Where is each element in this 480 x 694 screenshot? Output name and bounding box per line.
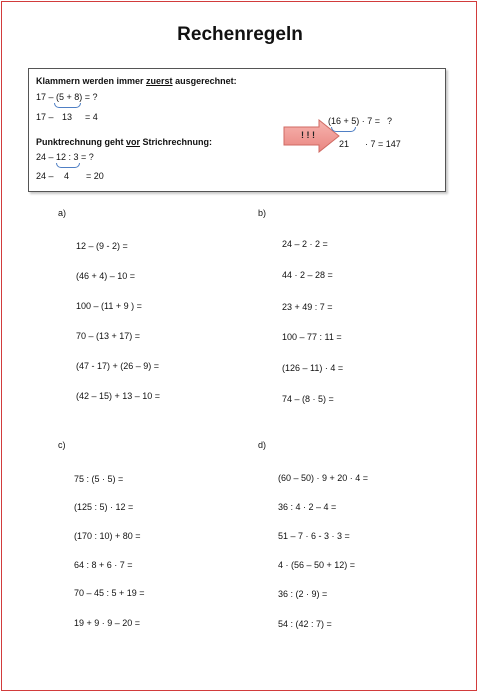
rules-box — [28, 68, 446, 192]
combined-example-line2-b: · 7 = 147 — [365, 139, 401, 149]
exercise-a-5: (47 - 17) + (26 – 9) = — [76, 361, 160, 371]
combined-example-question: ? — [387, 116, 393, 126]
exercise-d-5: 36 : (2 · 9) = — [278, 589, 328, 599]
bracket-mark-2 — [56, 163, 80, 168]
combined-example-line2-a: 21 — [339, 139, 350, 149]
section-d-label: d) — [258, 440, 267, 450]
section-a-label: a) — [58, 208, 67, 218]
exercise-b-1: 24 – 2 · 2 = — [282, 239, 328, 249]
exercise-b-3: 23 + 49 : 7 = — [282, 302, 333, 312]
rule-brackets-emphasis: zuerst — [146, 76, 173, 86]
exercise-d-1: (60 – 50) · 9 + 20 · 4 = — [278, 473, 369, 483]
exercise-a-3: 100 – (11 + 9 ) = — [76, 301, 142, 311]
exercise-a-4: 70 – (13 + 17) = — [76, 331, 141, 341]
rule-brackets-suffix: ausgerechnet: — [172, 76, 237, 86]
exercise-d-6: 54 : (42 : 7) = — [278, 619, 332, 629]
bracket-mark-3 — [331, 127, 356, 132]
exercise-c-2: (125 : 5) · 12 = — [74, 502, 134, 512]
combined-example-line1: (16 + 5) · 7 = — [328, 116, 381, 126]
exercise-c-3: (170 : 10) + 80 = — [74, 531, 141, 541]
bracket-mark-1 — [54, 103, 81, 108]
exercise-b-4: 100 – 77 : 11 = — [282, 332, 342, 342]
exercise-b-5: (126 – 11) · 4 = — [282, 363, 344, 373]
rule-order-prefix: Punktrechnung geht — [36, 137, 126, 147]
arrow-label: ! ! ! — [301, 130, 315, 140]
rule-order-example-line2-c: = 20 — [86, 171, 104, 181]
exercise-a-1: 12 – (9 - 2) = — [76, 241, 128, 251]
rule-brackets-prefix: Klammern werden immer — [36, 76, 147, 86]
rule-order-example-line1: 24 – 12 : 3 = ? — [36, 152, 94, 162]
exercise-d-2: 36 : 4 · 2 – 4 = — [278, 502, 337, 512]
exercise-c-1: 75 : (5 · 5) = — [74, 474, 124, 484]
rule-order-heading — [36, 137, 212, 147]
rule-brackets-example-line2-c: = 4 — [85, 112, 98, 122]
rule-order-example-line2-a: 24 – — [36, 171, 54, 181]
section-c-label: c) — [58, 440, 66, 450]
page-title: Rechenregeln — [177, 24, 303, 45]
exercise-c-5: 70 – 45 : 5 + 19 = — [74, 588, 145, 598]
exercise-c-6: 19 + 9 · 9 – 20 = — [74, 618, 141, 628]
rule-brackets-example-line1: 17 – (5 + 8) = ? — [36, 92, 98, 102]
section-b-label: b) — [258, 208, 267, 218]
rule-brackets-example-line2-a: 17 – — [36, 112, 54, 122]
exercise-b-6: 74 – (8 · 5) = — [282, 394, 334, 404]
rule-order-example-line2-b: 4 — [64, 171, 70, 181]
exercise-d-4: 4 · (56 – 50 + 12) = — [278, 560, 356, 570]
exercise-a-2: (46 + 4) – 10 = — [76, 271, 136, 281]
rule-order-suffix: Strichrechnung: — [140, 137, 213, 147]
exercise-b-2: 44 · 2 – 28 = — [282, 270, 333, 280]
rule-order-emphasis: vor — [126, 137, 141, 147]
rule-brackets-example-line2-b: 13 — [62, 112, 73, 122]
exercise-a-6: (42 – 15) + 13 – 10 = — [76, 391, 161, 401]
exercise-d-3: 51 – 7 · 6 - 3 · 3 = — [278, 531, 350, 541]
rule-brackets-heading — [36, 76, 237, 86]
exercise-c-4: 64 : 8 + 6 · 7 = — [74, 560, 133, 570]
